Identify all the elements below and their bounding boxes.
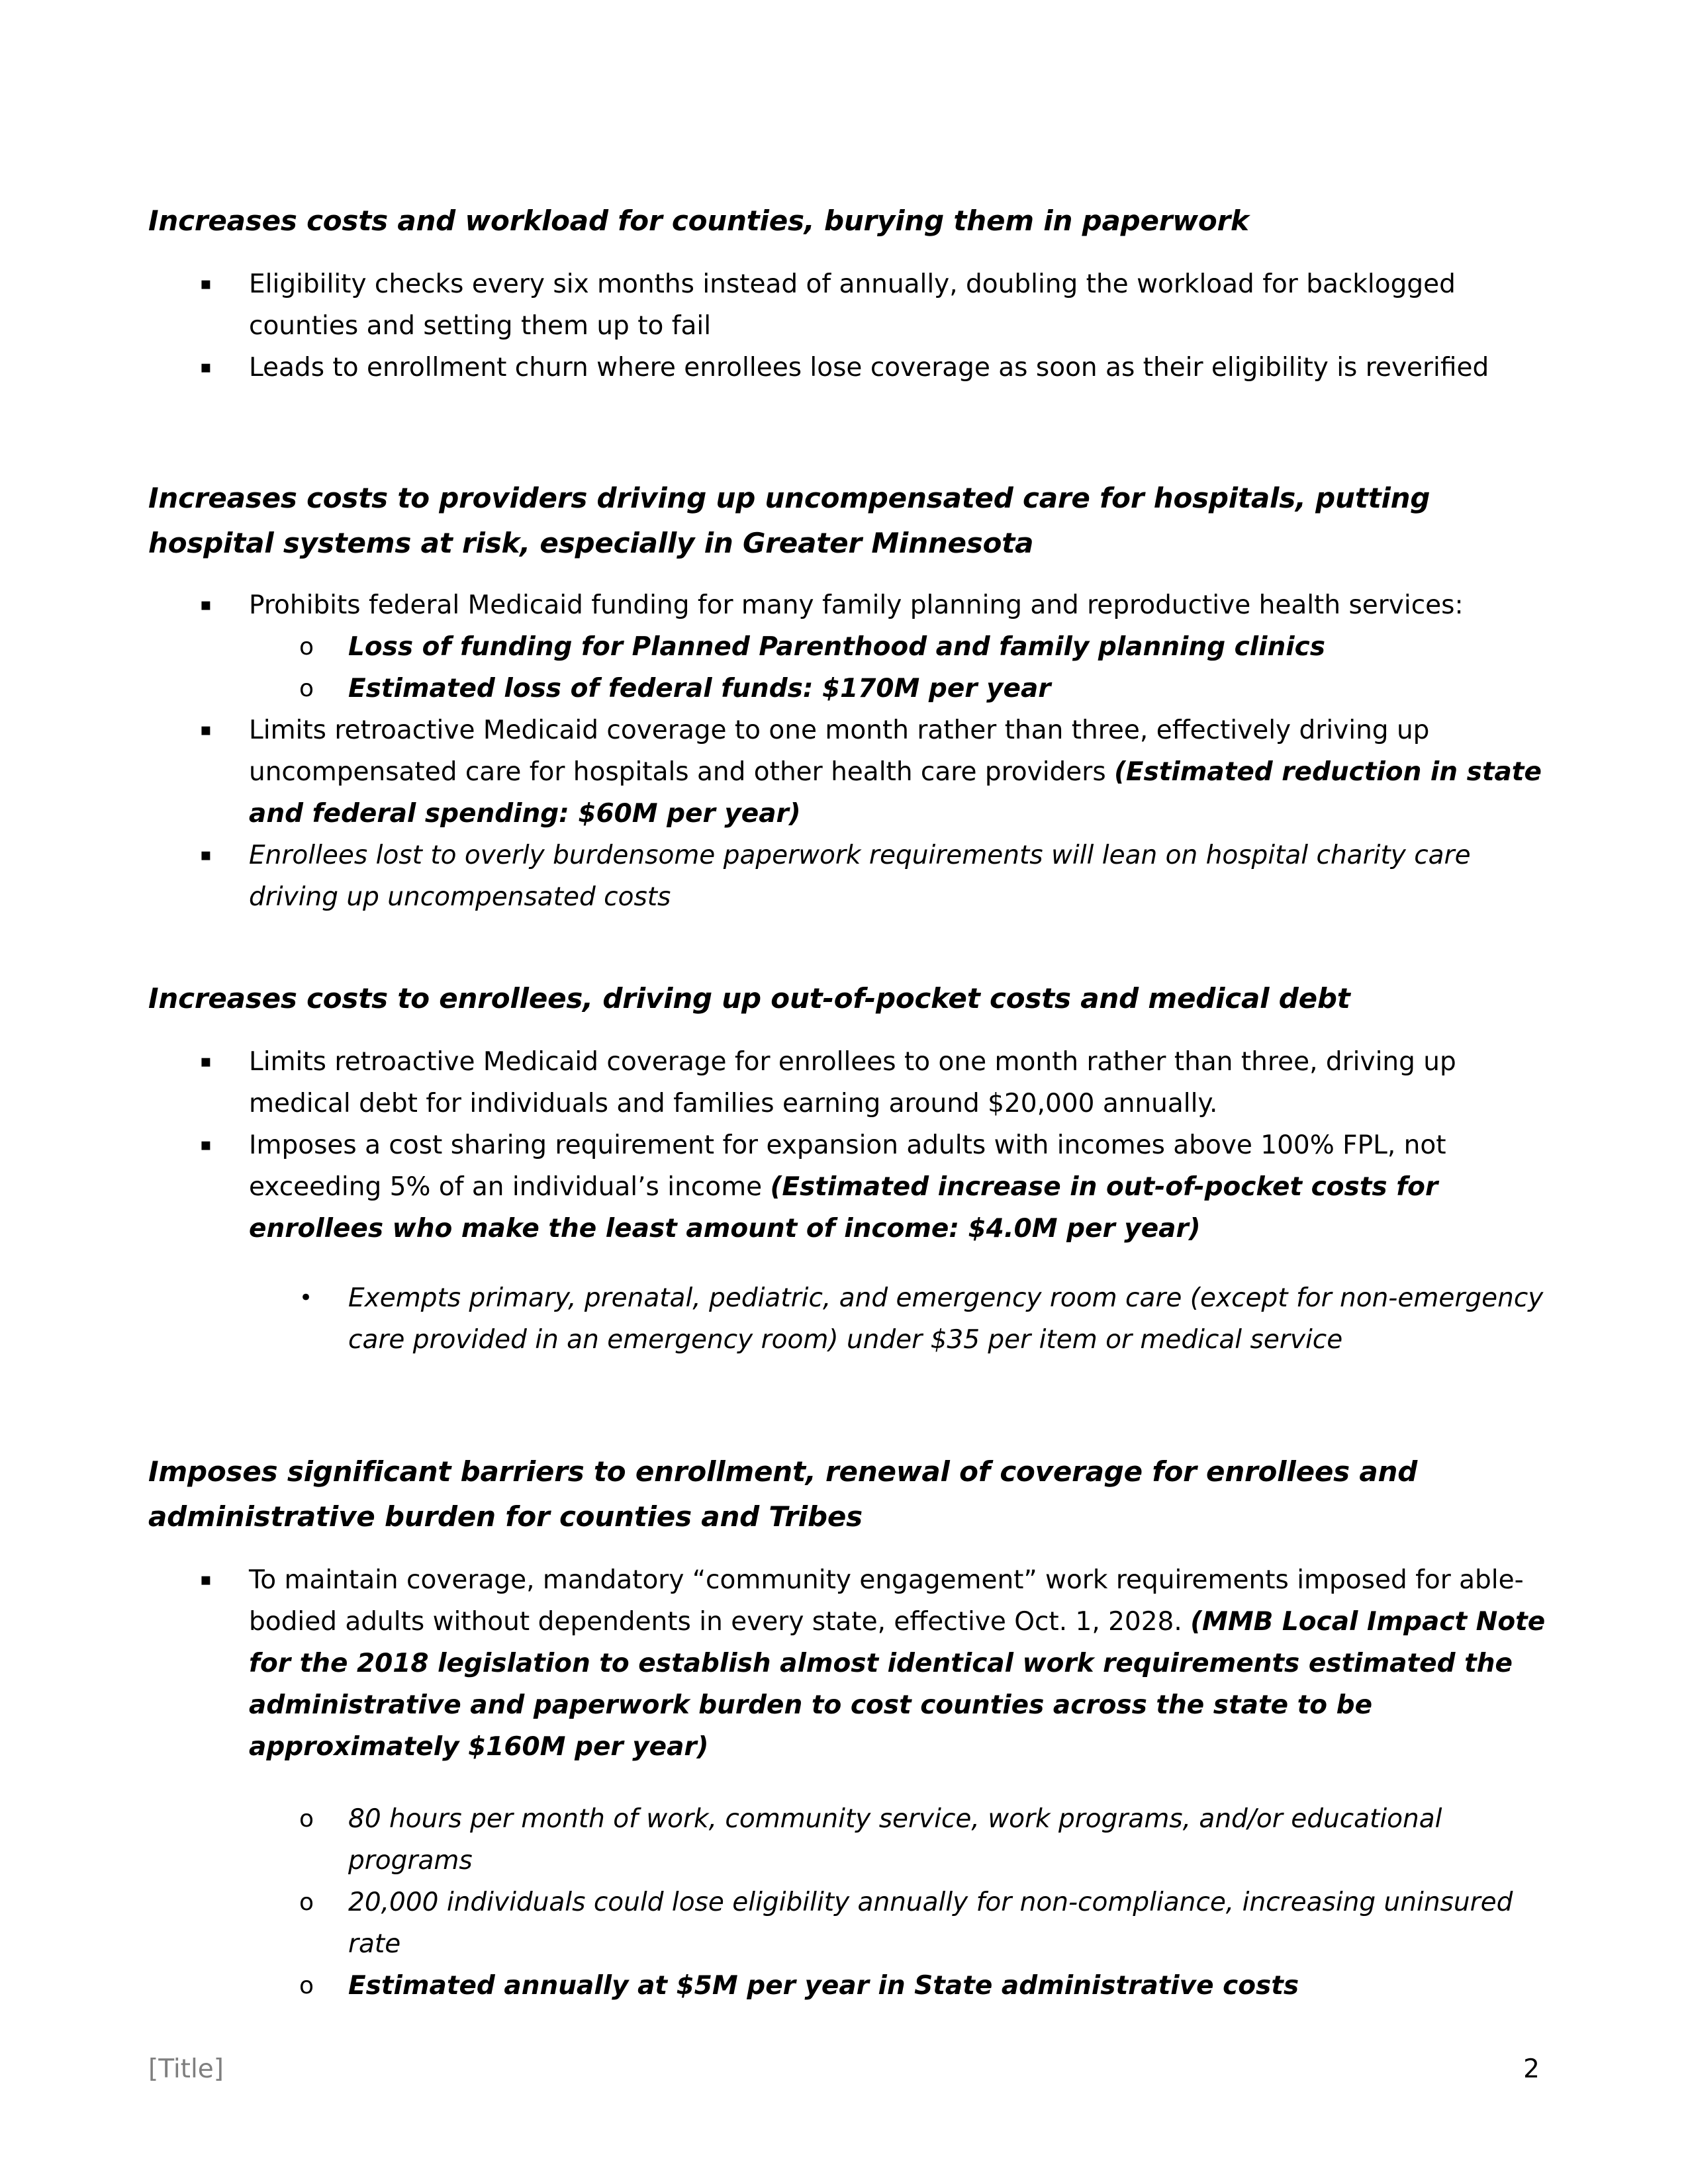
bullet-list xyxy=(148,584,1552,918)
circle-bullet-icon: o xyxy=(299,1889,314,1916)
bullet-list xyxy=(148,1559,1552,2007)
sub-list-item: • Exempts primary, prenatal, pediatric, and emergency room care (except for non-emergency care provided in an emergency room) under $35 per item or medical service xyxy=(148,1277,1552,1361)
square-bullet-icon: ▪ xyxy=(200,845,212,865)
section-enrollment-barriers xyxy=(148,1449,1552,2007)
square-bullet-icon: ▪ xyxy=(200,720,212,740)
sub-list-item: o 20,000 individuals could lose eligibility annually for non-compliance, increasing uninsured rate xyxy=(148,1882,1552,1965)
sub-bullet-list xyxy=(249,1277,1552,1361)
square-bullet-icon: ▪ xyxy=(200,1135,212,1155)
estimate-note: (Estimated increase in out-of-pocket costs for enrollees who make the least amount of income: $4.0M per year) xyxy=(249,1172,1438,1244)
square-bullet-icon: ▪ xyxy=(200,357,212,377)
square-bullet-icon: ▪ xyxy=(200,274,212,294)
estimate-note: (Estimated reduction in state and federal spending: $60M per year) xyxy=(249,757,1542,829)
list-item: ▪ Limits retroactive Medicaid coverage to one month rather than three, effectively driving up uncompensated care for hospitals and other health care providers (Estimated reduction in state and federal spending: $60M per year) xyxy=(148,709,1552,835)
section-heading: Increases costs to providers driving up uncompensated care for hospitals, putting hospital systems at risk, especially in Greater Minnesota xyxy=(148,482,1430,559)
sub-list-item: o Estimated loss of federal funds: $170M per year xyxy=(148,668,1552,709)
sub-bullet-list xyxy=(249,1798,1552,2007)
section-heading: Increases costs and workload for counties, burying them in paperwork xyxy=(148,205,1249,237)
section-county-costs xyxy=(148,199,1552,388)
circle-bullet-icon: o xyxy=(299,633,314,660)
circle-bullet-icon: o xyxy=(299,675,314,702)
sub-list-item: o Estimated annually at $5M per year in State administrative costs xyxy=(148,1965,1552,2007)
square-bullet-icon: ▪ xyxy=(200,595,212,615)
list-item: ▪ Imposes a cost sharing requirement for expansion adults with incomes above 100% FPL, not exceeding 5% of an individual’s income (Estimated increase in out-of-pocket costs for enrollees who make the least amount of income: $4.0M per year) • Exempts primary, prenatal, pediatric, and emergency room care (except for non-emergency care provided in an emergency room) under $35 per item or medical service xyxy=(148,1124,1552,1361)
document-page xyxy=(148,199,1552,2007)
square-bullet-icon: ▪ xyxy=(200,1052,212,1071)
section-enrollee-costs xyxy=(148,976,1552,1361)
list-item: ▪ To maintain coverage, mandatory “community engagement” work requirements imposed for able-bodied adults without dependents in every state, effective Oct. 1, 2028. (MMB Local Impact Note for the 2018 legislation to establish almost identical work requirements estimated the administrative and paperwork burden to cost counties across the state to be approximately $160M per year) o 80 hours per month of work, community service, work programs, and/or educational programs o 20,000 individuals could lose eligibility annually for non-compliance, increasing uninsured rate o Estimated annually at $5M per year in State administrative costs xyxy=(148,1559,1552,2007)
circle-bullet-icon: o xyxy=(299,1972,314,1999)
bullet-list xyxy=(148,263,1552,388)
dot-bullet-icon: • xyxy=(299,1285,313,1311)
circle-bullet-icon: o xyxy=(299,1805,314,1833)
page-number: 2 xyxy=(1523,2054,1540,2084)
sub-list-item: o 80 hours per month of work, community service, work programs, and/or educational programs xyxy=(148,1798,1552,1882)
bullet-list xyxy=(148,1041,1552,1361)
sub-list-item: o Loss of funding for Planned Parenthood and family planning clinics xyxy=(148,626,1552,668)
list-item: ▪ Limits retroactive Medicaid coverage for enrollees to one month rather than three, driving up medical debt for individuals and families earning around $20,000 annually. xyxy=(148,1041,1552,1124)
list-item: ▪ Leads to enrollment churn where enrollees lose coverage as soon as their eligibility is reverified xyxy=(148,347,1552,388)
section-heading: Imposes significant barriers to enrollment, renewal of coverage for enrollees and administrative burden for counties and Tribes xyxy=(148,1455,1418,1533)
square-bullet-icon: ▪ xyxy=(200,1570,212,1590)
list-item: ▪ Prohibits federal Medicaid funding for many family planning and reproductive health services: o Loss of funding for Planned Parenthood and family planning clinics o Estimated loss of federal funds: $170M per year xyxy=(148,584,1552,709)
footer-title: [Title] xyxy=(148,2054,224,2084)
section-provider-costs xyxy=(148,476,1552,918)
list-item: ▪ Enrollees lost to overly burdensome paperwork requirements will lean on hospital charity care driving up uncompensated costs xyxy=(148,835,1552,918)
estimate-note: (MMB Local Impact Note for the 2018 legislation to establish almost identical work requirements estimated the administrative and paperwork burden to cost counties across the state to be approximately $160M per year) xyxy=(249,1607,1546,1762)
section-heading: Increases costs to enrollees, driving up out-of-pocket costs and medical debt xyxy=(148,982,1350,1015)
sub-bullet-list xyxy=(249,626,1552,709)
list-item: ▪ Eligibility checks every six months instead of annually, doubling the workload for backlogged counties and setting them up to fail xyxy=(148,263,1552,347)
